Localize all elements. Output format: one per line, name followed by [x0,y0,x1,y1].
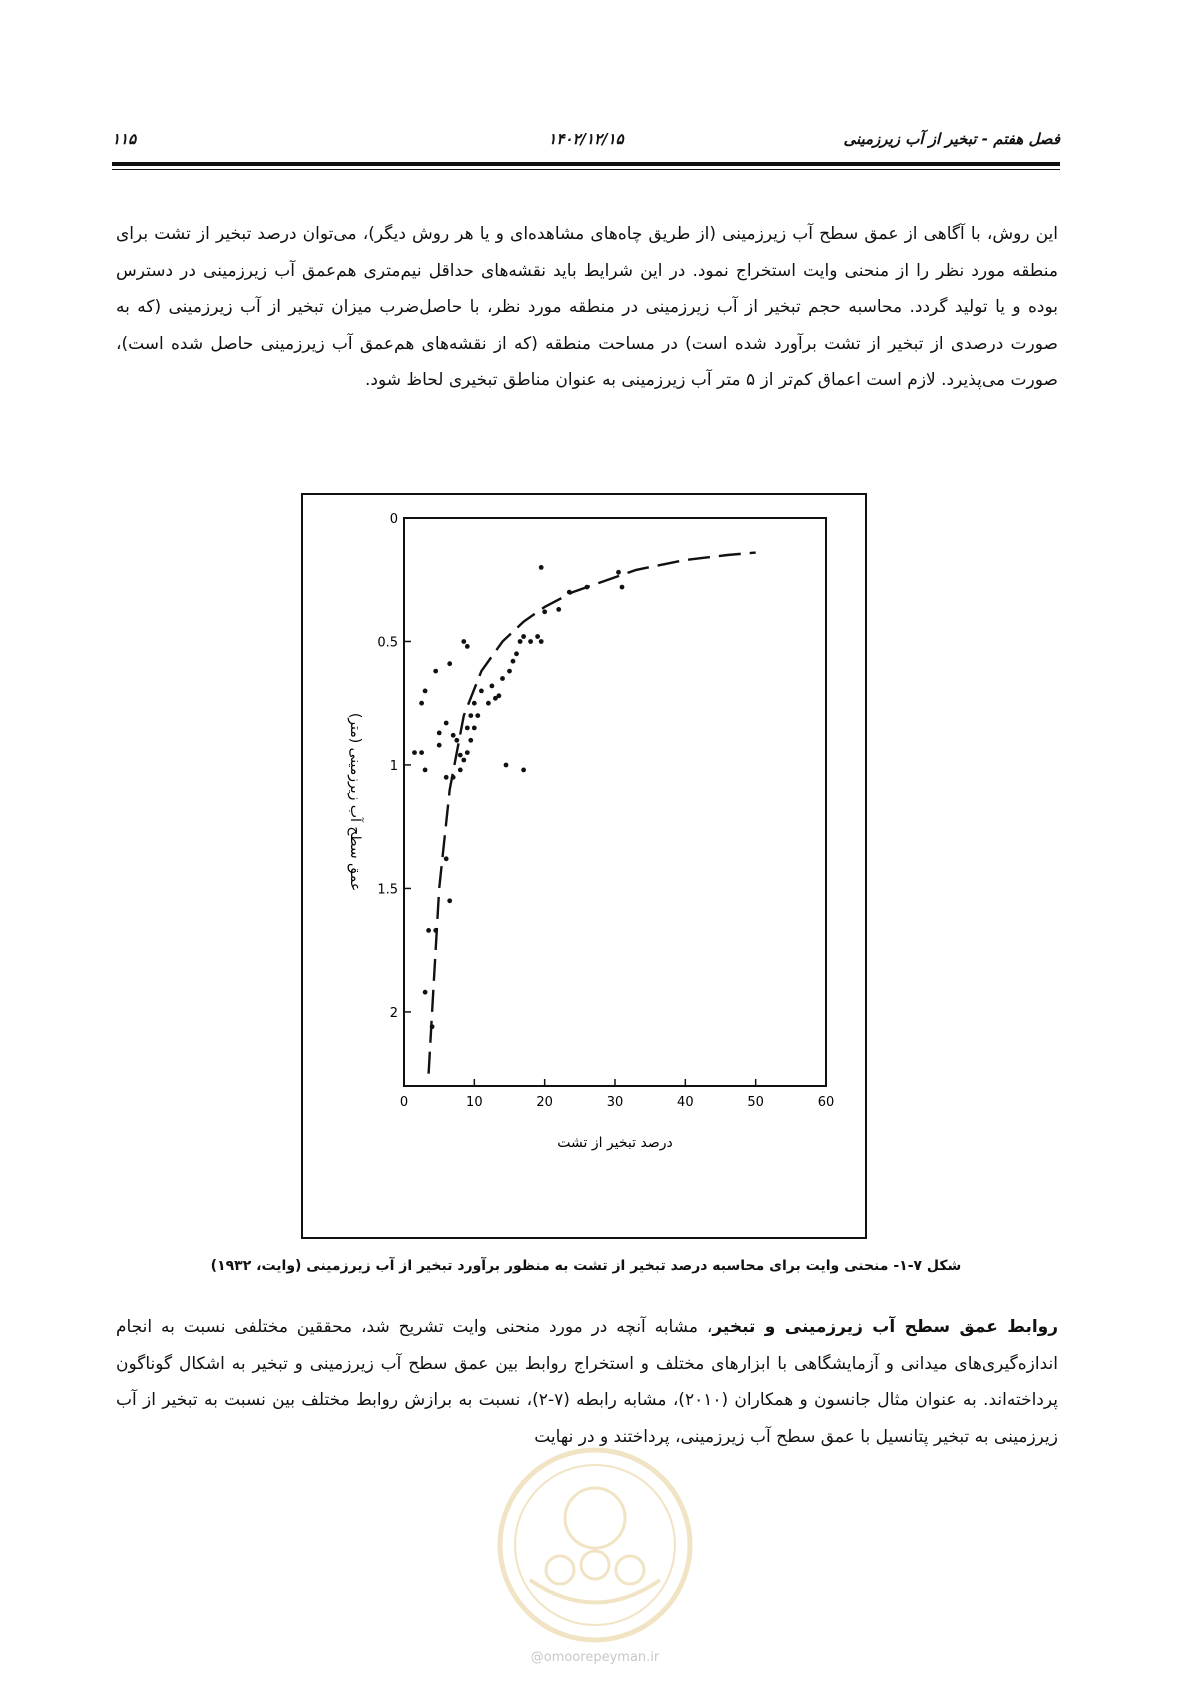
header-date: ۱۴۰۲/۱۲/۱۵ [548,130,624,148]
data-point [486,701,491,706]
paragraph-lead: روابط عمق سطح آب زیرزمینی و تبخیر [712,1317,1059,1337]
watermark-url: @omoorepeyman.ir [530,1650,660,1665]
data-point [433,669,438,674]
data-point [458,753,463,758]
data-point [616,570,621,575]
figure-caption: شکل ۷-۱- منحنی وایت برای محاسبه درصد تبخیر از تشت به منظور برآورد تبخیر از آب زیرزمینی (وایت، ۱۹۳۲) [210,1258,962,1274]
x-tick-label: 20 [536,1095,553,1110]
data-point [412,750,417,755]
page-number: ۱۱۵ [112,130,137,148]
body-paragraph-1: این روش، با آگاهی از عمق سطح آب زیرزمینی (از طریق چاه‌های مشاهده‌ای و یا هر روش دیگر)، می‌توان درصد تبخیر از تشت برای منطقه مورد نظر را از منحنی وایت استخراج نمود. در این شرایط باید نقشه‌های حداقل نیم‌متری هم‌عمق آب زیرزمینی در دسترس بوده و یا تولید گردد. محاسبه حجم تبخیر از آب زیرزمینی در منطقه مورد نظر، با حاصل‌ضرب میزان تبخیر از آب زیرزمینی (که به صورت درصدی از تبخیر از تشت برآورد شده است) در مساحت منطقه (که از نقشه‌های هم‌عمق آب زیرزمینی حاصل شده است)، صورت می‌پذیرد. لازم است اعماق کم‌تر از ۵ متر آب زیرزمینی به عنوان مناطق تبخیری لحاظ شود. [116,224,1058,391]
data-point [521,768,526,773]
seal-emblem-icon [490,1440,700,1650]
data-point [461,758,466,763]
data-point [620,585,625,590]
data-point [567,590,572,595]
data-point [514,651,519,656]
x-tick-label: 0 [399,1095,409,1110]
data-point [444,775,449,780]
x-tick-label: 60 [817,1095,835,1110]
paragraph-text: ، مشابه آنچه در مورد منحنی وایت تشریح شد، محققین مختلفی نسبت به انجام اندازه‌گیری‌های میدانی و آزمایشگاهی با ابزارهای مختلف و استخراج روابط بین عمق سطح آب زیرزمینی و تبخیر به اشکال گوناگون پرداخته‌اند. به عنوان مثال جانسون و همکاران (۲۰۱۰)، مشابه رابطه (۷-۲)، نسبت به برازش روابط مختلف بین نسبت به تبخیر از آب زیرزمینی به تبخیر پتانسیل با عمق سطح آب زیرزمینی، پرداختند و در نهایت [116,1317,1058,1447]
y-tick-label: 0 [389,512,398,527]
data-point [465,726,470,731]
data-point [423,768,428,773]
data-point [458,768,463,773]
data-point [507,669,512,674]
data-point [539,639,544,644]
x-tick-label: 30 [606,1095,624,1110]
x-tick-label: 10 [466,1095,483,1110]
figure-frame [301,493,867,1239]
data-point [556,607,561,612]
data-point [447,661,452,666]
data-point [433,928,438,933]
data-point [497,693,502,698]
data-point [451,775,456,780]
data-point [419,750,424,755]
x-tick-label: 40 [677,1095,694,1110]
data-point [447,898,452,903]
header-rule-thick [112,162,1060,166]
x-tick-label: 50 [747,1095,764,1110]
y-tick-label: 1 [389,758,398,774]
data-point [472,726,477,731]
data-point [504,763,509,768]
data-point [468,713,473,718]
data-point [444,856,449,861]
watermark-seal [490,1440,700,1650]
data-point [461,639,466,644]
y-tick-label: 0.5 [377,635,398,651]
plot-area [404,518,826,1086]
data-point [490,684,495,689]
data-point [423,689,428,694]
white-curve-line [429,553,756,1074]
white-curve-chart [303,495,869,1241]
data-point [426,928,431,933]
data-point [585,585,590,590]
data-point [437,731,442,736]
data-point [472,701,477,706]
data-point [539,565,544,570]
data-point [430,1024,435,1029]
data-point [500,676,505,681]
data-point [419,701,424,706]
data-point [518,639,523,644]
data-point [521,634,526,639]
body-paragraph-2 [116,1309,1058,1455]
data-point [465,644,470,649]
x-axis-label: درصد تبخیر از تشت [557,1135,673,1151]
data-point [468,738,473,743]
header-rule-thin [112,169,1060,170]
data-point [454,738,459,743]
data-point [423,990,428,995]
data-point [511,659,516,664]
y-tick-label: 1.5 [377,882,398,898]
data-point [437,743,442,748]
data-point [479,689,484,694]
chapter-title: فصل هفتم - تبخیر از آب زیرزمینی [843,130,1060,148]
data-point [542,609,547,614]
page-header [112,130,1060,160]
data-point [465,750,470,755]
data-point [528,639,533,644]
y-axis-label: عمق سطح آب زیرزمینی (متر) [347,712,363,892]
data-point [444,721,449,726]
data-point [535,634,540,639]
data-point [451,733,456,738]
data-point [475,713,480,718]
y-tick-label: 2 [389,1005,398,1021]
